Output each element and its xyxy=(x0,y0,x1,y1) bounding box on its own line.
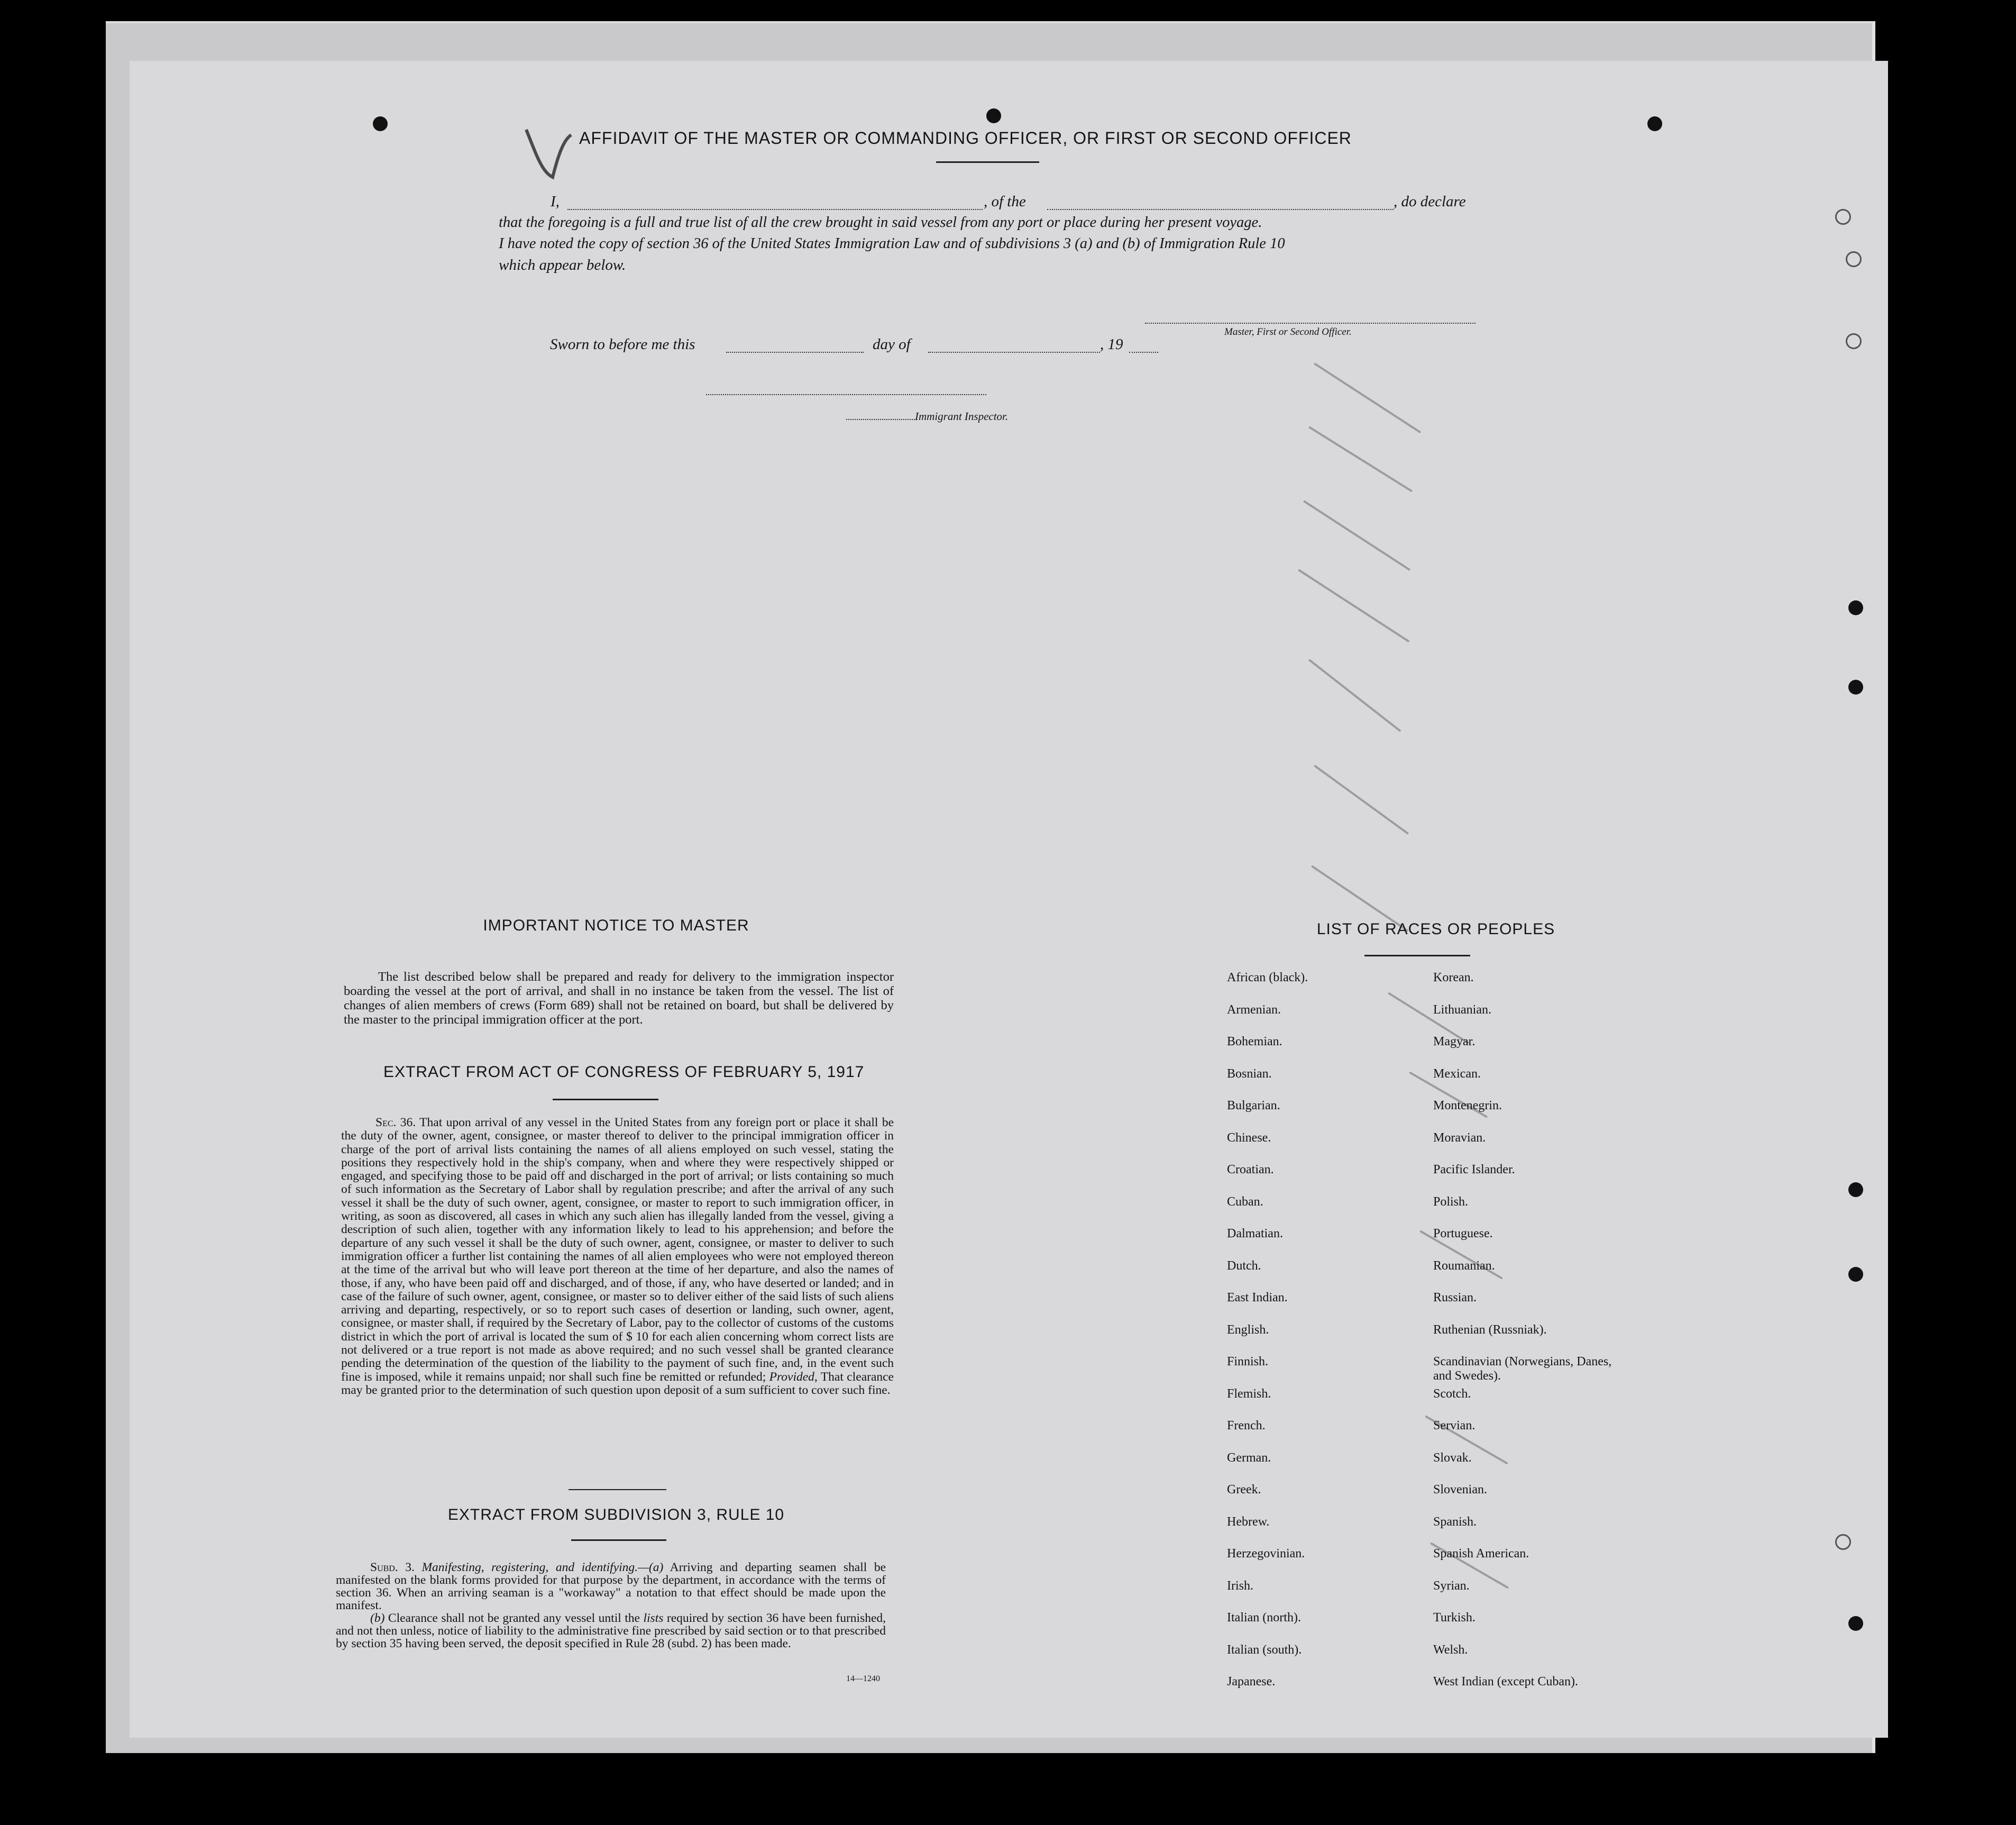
act-extract-title: EXTRACT FROM ACT OF CONGRESS OF FEBRUARY 5, 1917 xyxy=(383,1063,865,1081)
section-label: Sec. 36. xyxy=(375,1116,416,1129)
para-b-label: (b) xyxy=(370,1611,385,1625)
race-item: Spanish American. xyxy=(1433,1547,1529,1561)
race-item: Flemish. xyxy=(1227,1386,1271,1401)
para-b-text-1: Clearance shall not be granted any vessel until the xyxy=(388,1611,640,1625)
race-item: Montenegrin. xyxy=(1433,1099,1502,1112)
race-item: Spanish. xyxy=(1433,1514,1477,1529)
punch-hole xyxy=(986,108,1001,123)
form-page xyxy=(130,61,1888,1738)
para-a-text: Arriving and departing seamen shall be manifested on the blank forms provided for that purpose by the department, in accordance with the terms of section 36. When an arriving seaman is a "workaway" a notation to that effect should be made upon the manifest. xyxy=(336,1561,886,1612)
reinforcement-ring xyxy=(1846,251,1862,267)
races-title-underline xyxy=(1364,955,1470,956)
race-item: Polish. xyxy=(1433,1194,1469,1209)
race-item: West Indian (except Cuban). xyxy=(1433,1675,1578,1689)
bleed-through-mark xyxy=(1314,764,1409,835)
race-item: Moravian. xyxy=(1433,1130,1486,1145)
year-text: , 19 xyxy=(1100,336,1123,353)
bleed-through-mark xyxy=(1298,569,1410,643)
race-item: Bohemian. xyxy=(1227,1035,1282,1048)
punch-hole xyxy=(1848,680,1863,695)
race-item: Magyar. xyxy=(1433,1035,1476,1048)
race-item: Slovak. xyxy=(1433,1450,1472,1465)
subd-label: Subd. 3. xyxy=(370,1561,415,1574)
affidavit-do-declare: , do declare xyxy=(1394,193,1466,210)
race-item: Slovenian. xyxy=(1433,1483,1487,1496)
subd-heading: Manifesting, registering, and identifying.—(a) xyxy=(421,1561,664,1574)
day-of-text: day of xyxy=(873,336,911,353)
reinforcement-ring xyxy=(1846,333,1862,349)
races-right-column xyxy=(1433,971,1613,1707)
race-item: Portuguese. xyxy=(1433,1227,1493,1240)
race-item: English. xyxy=(1227,1322,1269,1337)
rule-title-underline xyxy=(571,1539,666,1541)
races-left-column xyxy=(1227,971,1308,1707)
race-item: Hebrew. xyxy=(1227,1514,1270,1529)
race-item: Cuban. xyxy=(1227,1194,1263,1209)
punch-hole xyxy=(1848,1616,1863,1631)
reinforcement-ring xyxy=(1835,1534,1851,1550)
race-item: Servian. xyxy=(1433,1419,1476,1432)
act-title-underline xyxy=(553,1099,658,1100)
race-item: Scandinavian (Norwegians, Danes, and Swedes). xyxy=(1433,1355,1612,1383)
race-item: Croatian. xyxy=(1227,1163,1274,1176)
race-item: Greek. xyxy=(1227,1483,1261,1496)
race-item: Japanese. xyxy=(1227,1675,1276,1689)
race-item: Roumanian. xyxy=(1433,1258,1495,1273)
reinforcement-ring xyxy=(1835,209,1851,225)
punch-hole xyxy=(1848,600,1863,615)
act-extract-body xyxy=(341,1116,894,1397)
rule-extract-title: EXTRACT FROM SUBDIVISION 3, RULE 10 xyxy=(447,1506,785,1523)
race-item: Italian (south). xyxy=(1227,1642,1302,1657)
race-item: Irish. xyxy=(1227,1578,1253,1593)
sworn-text: Sworn to before me this xyxy=(550,336,695,353)
form-number: 14—1240 xyxy=(846,1674,880,1683)
race-item: Dalmatian. xyxy=(1227,1227,1283,1240)
race-item: Turkish. xyxy=(1433,1611,1476,1625)
affidavit-i: I, xyxy=(551,193,560,210)
race-item: Italian (north). xyxy=(1227,1611,1301,1625)
rule-para-a xyxy=(336,1561,886,1612)
race-item: African (black). xyxy=(1227,971,1308,984)
punch-hole xyxy=(1848,1267,1863,1282)
inspector-caption: Immigrant Inspector. xyxy=(915,410,1009,423)
affidavit-title: AFFIDAVIT OF THE MASTER OR COMMANDING OFFICER, OR FIRST OR SECOND OFFICER xyxy=(579,129,1352,148)
race-item: Russian. xyxy=(1433,1291,1477,1304)
races-title: LIST OF RACES OR PEOPLES xyxy=(1316,920,1555,938)
inspector-prefix-blank xyxy=(846,419,915,420)
race-item: Bosnian. xyxy=(1227,1066,1272,1081)
affidavit-line-3: I have noted the copy of section 36 of the United States Immigration Law and of subdivisions 3 (a) and (b) of Immigration Rule 10 xyxy=(499,235,1285,252)
notice-body: The list described below shall be prepared and ready for delivery to the immigration inspector boarding the vessel at the port of arrival, and shall in no instance be taken from the vessel. The list of changes of alien members of crews (Form 689) shall not be retained on board, but shall be delivered by the master to the principal immigration officer at the port. xyxy=(344,970,894,1027)
race-item: East Indian. xyxy=(1227,1291,1288,1304)
affidavit-line-2: that the foregoing is a full and true list of all the crew brought in said vessel from any port or place during her present voyage. xyxy=(499,214,1262,231)
race-item: Chinese. xyxy=(1227,1130,1271,1145)
signature-caption: Master, First or Second Officer. xyxy=(1224,326,1352,337)
vessel-blank xyxy=(1047,209,1394,210)
section-divider xyxy=(569,1489,666,1490)
bleed-through-mark xyxy=(1308,659,1401,732)
race-item: Korean. xyxy=(1433,971,1474,984)
provided-word: Provided, xyxy=(769,1370,818,1384)
para-b-text-2: required by section 36 have been furnished, and not then unless, notice of liability to the administrative fine prescribed by said section or to that prescribed by section 35 having been served, the deposit specified in Rule 28 (subd. 2) has been made. xyxy=(336,1611,886,1650)
race-item: Ruthenian (Russniak). xyxy=(1433,1322,1547,1337)
race-item: Syrian. xyxy=(1433,1578,1470,1593)
title-underline xyxy=(936,161,1039,163)
race-item: German. xyxy=(1227,1450,1271,1465)
rule-para-b xyxy=(336,1612,886,1650)
race-item: Pacific Islander. xyxy=(1433,1163,1515,1176)
race-item: Welsh. xyxy=(1433,1642,1468,1657)
section-text: That upon arrival of any vessel in the United States from any foreign port or place it shall be the duty of the owner, agent, consignee, or master thereof to deliver to the principal immigration officer in charge of the port of arrival lists containing the names of all aliens employed on such vessel, stating the positions they respectively hold in the ship's company, when and where they were respectively shipped or engaged, and specifying those to be paid off and discharged in the port of arrival; or lists containing so much of such information as the Secretary of Labor shall by regulation prescribe; and after the arrival of any such vessel it shall be the duty of such owner, agent, consignee, or master to report to such immigration officer, in writing, as soon as discovered, all cases in which any such alien has illegally landed from the vessel, giving a description of such alien, together with any information likely to lead to his apprehension; and before the departure of any such vessel it shall be the duty of such owner, agent, consignee, or master to deliver to such immigration officer a further list containing the names of all alien employees who were not employed thereon at the time of the arrival but who will leave port thereon at the time of her departure, and also the names of those, if any, who have been paid off and discharged, and of those, if any, who have deserted or landed; and in case of the failure of such owner, agent, consignee, or master so to deliver either of the said lists of such aliens arriving and departing, respectively, or so to report such cases of desertion or landing, such owner, agent, consignee, or master shall, if required by the Secretary of Labor, pay to the collector of customs of the customs district in which the port of arrival is located the sum of $ 10 for each alien concerning whom correct lists are not delivered or a true report is not made as above required; and no such vessel shall be granted clearance pending the determination of the question of the liability to the payment of such fine, and, in the event such fine is imposed, while it remains unpaid; nor shall such fine be remitted or refunded; xyxy=(341,1116,894,1384)
race-item: Finnish. xyxy=(1227,1355,1269,1368)
signature-blank xyxy=(1145,323,1476,324)
sworn-month-blank xyxy=(928,352,1100,353)
bleed-through-mark xyxy=(1314,362,1421,433)
punch-hole xyxy=(373,116,388,131)
race-item: Lithuanian. xyxy=(1433,1002,1491,1017)
sworn-year-blank xyxy=(1129,352,1158,353)
affidavit-line-4: which appear below. xyxy=(499,257,626,273)
notice-title: IMPORTANT NOTICE TO MASTER xyxy=(483,917,749,934)
punch-hole xyxy=(1647,116,1662,131)
race-item: French. xyxy=(1227,1419,1266,1432)
race-item: Dutch. xyxy=(1227,1258,1261,1273)
race-item: Scotch. xyxy=(1433,1386,1471,1401)
race-item: Armenian. xyxy=(1227,1002,1281,1017)
race-item: Bulgarian. xyxy=(1227,1099,1280,1112)
affidavit-of-the: , of the xyxy=(984,193,1026,210)
para-b-lists: lists xyxy=(643,1611,664,1625)
inspector-signature-blank xyxy=(706,394,986,395)
bleed-through-mark xyxy=(1308,426,1413,492)
race-item: Herzegovinian. xyxy=(1227,1547,1305,1561)
name-blank xyxy=(567,209,983,210)
punch-hole xyxy=(1848,1182,1863,1197)
section-text-end: That clearance may be granted prior to the determination of such question upon deposit of a sum sufficient to cover such fine. xyxy=(341,1370,894,1397)
bleed-through-mark xyxy=(1303,500,1410,571)
race-item: Mexican. xyxy=(1433,1066,1481,1081)
sworn-day-blank xyxy=(726,352,864,353)
